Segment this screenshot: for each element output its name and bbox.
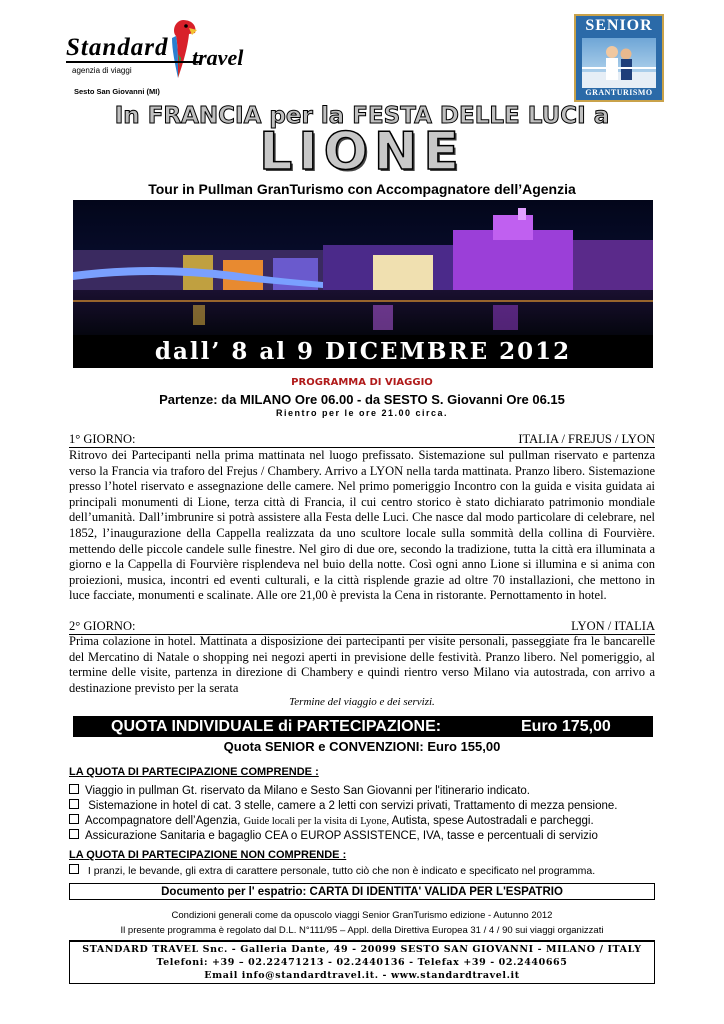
- program-title: PROGRAMMA DI VIAGGIO: [291, 377, 433, 388]
- excludes-item: I pranzi, le bevande, gli extra di carattere personale, tutto ciò che non è indicato e specificato nel programma.: [69, 864, 669, 877]
- day2-header: [69, 619, 655, 635]
- day1-route: ITALIA / FREJUS / LYON: [518, 432, 655, 446]
- day1-label: 1° GIORNO:: [69, 432, 136, 446]
- logo-tagline: agenzia di viaggi: [72, 66, 132, 75]
- tour-subtitle: Tour in Pullman GranTurismo con Accompagnatore dell’Agenzia: [148, 181, 576, 197]
- includes-item: Assicurazione Sanitaria e bagaglio CEA o EUROP ASSISTENCE, IVA, tasse e percentuali di servizio: [69, 829, 669, 842]
- price-banner: [73, 716, 653, 737]
- includes-item: Sistemazione in hotel di cat. 3 stelle, camere a 2 letti con servizi privati, Trattamento di mezza pensione.: [69, 799, 669, 812]
- checkbox-icon: [69, 799, 79, 809]
- badge-bottom-text: GRANTURISMO: [585, 88, 653, 97]
- checkbox-icon: [69, 784, 79, 794]
- footer-phones: Telefoni: +39 – 02.22471213 - 02.2440136 - Telefax +39 - 02.2440665: [156, 957, 568, 968]
- couple-icon: [582, 38, 656, 88]
- price-value: Euro 175,00: [521, 718, 611, 735]
- return-time: Rientro per le ore 21.00 circa.: [275, 408, 449, 418]
- logo-location: Sesto San Giovanni (MI): [74, 87, 160, 96]
- senior-price: Quota SENIOR e CONVENZIONI: Euro 155,00: [223, 739, 501, 754]
- includes-item: Accompagnatore dell’Agenzia, Guide locali per la visita di Lyone, Autista, spese Autostradali e parcheggi.: [69, 814, 669, 827]
- checkbox-icon: [69, 864, 79, 874]
- date-banner: dall’ 8 al 9 DICEMBRE 2012: [73, 335, 653, 368]
- excludes-title: LA QUOTA DI PARTECIPAZIONE NON COMPRENDE :: [69, 849, 347, 861]
- logo-word-standard: Standard: [66, 34, 169, 61]
- departures: Partenze: da MILANO Ore 06.00 - da SESTO S. Giovanni Ore 06.15: [159, 392, 565, 407]
- day1-text: Ritrovo dei Partecipanti nella prima mattinata nel luogo prefissato. Sistemazione sul pullman riservato e partenza verso la Francia via traforo del Frejus / Chambery. Arrivo a LYON nella tarda mattinata. Pranzo libero. Sistemazione presso l’hotel riservato e assegnazione delle camere. Nel primo pomeriggio Incontro con la guida e visita guidata ai principali monumenti di Lione, terza città di Francia, il cui centro storico è stato dichiarato patrimonio mondiale dell’umanità. Dall’imbrunire si potrà assistere alla Festa delle Luci. Che nasce dal modo particolare di celebrare, nel 1852, l’inaugurazione della Cappella realizzata da uno scultore locale sulla sommità della collina di Fourvière. mettendo delle piccole candele sulle finestre. Nel giro di due ore, secondo la tradizione, tutta la città era illuminata a giorno e la Cappella di Fourvière risplendeva nel buio della notte. Così ogni anno Lione si illumina e si anima con proiezioni, musica, incontri ed eventi culturali, e la città risplende grazie ad oltre 70 installazioni, che mettono in luce facciate, monumenti e scalinate. Alle ore 21,00 è prevista la Cena in ristorante. Pernottamento in hotel.: [69, 448, 655, 603]
- checkbox-icon: [69, 829, 79, 839]
- day2-text: Prima colazione in hotel. Mattinata a disposizione dei partecipanti per visite personali, passeggiate fra le bancarelle del Mercatino di Natale o shopping nei negozi aperti in previsione delle festività. Pranzo libero. Nel pomeriggio, al termine delle visite, partenza in direzione di Chambery e quindi rientro verso Milano via autostrada, con arrivo a destinazione previsto per la serata: [69, 634, 655, 695]
- price-label: QUOTA INDIVIDUALE di PARTECIPAZIONE:: [111, 718, 442, 735]
- day2-label: 2° GIORNO:: [69, 619, 136, 633]
- lyon-night-photo: [73, 200, 653, 335]
- senior-granturismo-badge: [574, 14, 664, 102]
- badge-picture: [582, 38, 656, 88]
- badge-top-text: SENIOR: [585, 17, 653, 34]
- agency-logo: [62, 18, 267, 100]
- footer-address: STANDARD TRAVEL Snc. - Galleria Dante, 49 - 20099 SESTO SAN GIOVANNI - MILANO / ITALY: [82, 944, 642, 955]
- agency-footer: [69, 940, 655, 984]
- headline: In FRANCIA per la FESTA DELLE LUCI a: [114, 103, 610, 129]
- conditions-line-1: Condizioni generali come da opuscolo viaggi Senior GranTurismo edizione - Autunno 2012: [171, 910, 553, 921]
- footer-contacts[interactable]: Email info@standardtravel.it. - www.standardtravel.it: [204, 970, 520, 981]
- day1-header: [69, 432, 655, 448]
- lyon-night-illustration: [73, 200, 653, 335]
- includes-title: LA QUOTA DI PARTECIPAZIONE COMPRENDE :: [69, 766, 319, 778]
- conditions-line-2: Il presente programma è regolato dal D.L. N°111/95 – Appl. della Direttiva Europea 31 / 4 / 90 sui viaggi organizzati: [120, 925, 604, 936]
- logo-word-travel: travel: [192, 45, 244, 70]
- includes-item: Viaggio in pullman Gt. riservato da Milano e Sesto San Giovanni per l'itinerario indicato.: [69, 784, 669, 797]
- end-note: Termine del viaggio e dei servizi.: [289, 696, 435, 708]
- day2-route: LYON / ITALIA: [571, 619, 655, 633]
- document-requirement: Documento per l' espatrio: CARTA DI IDENTITA' VALIDA PER L'ESPATRIO: [69, 883, 655, 900]
- city-title: LIONE: [259, 122, 465, 182]
- checkbox-icon: [69, 814, 79, 824]
